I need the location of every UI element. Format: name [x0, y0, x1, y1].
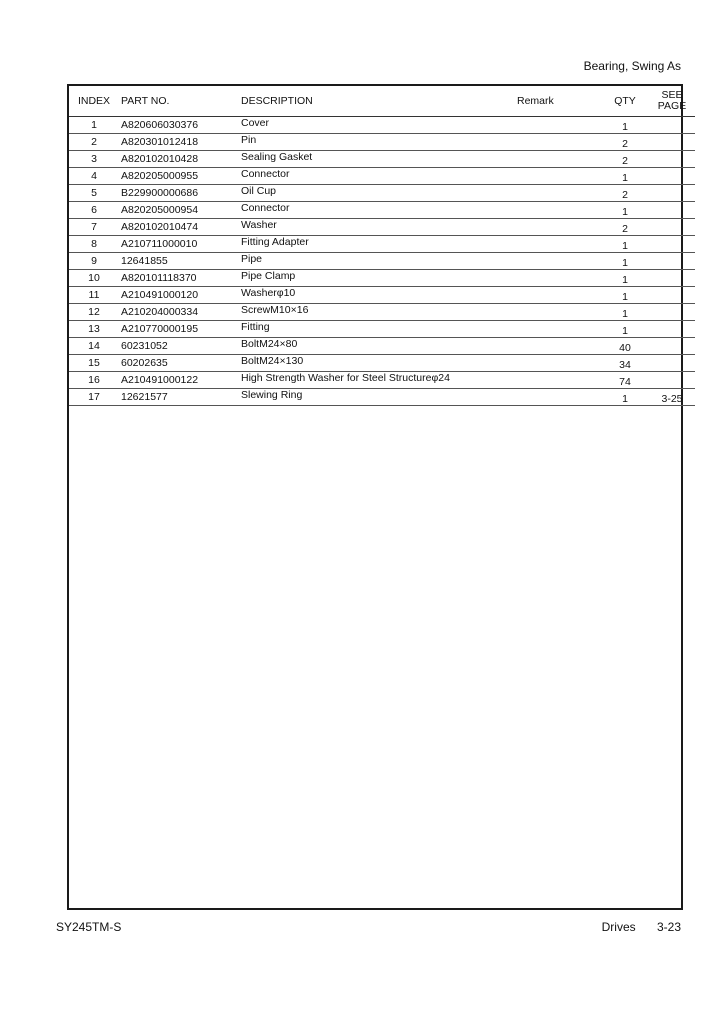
- column-header-index: INDEX: [69, 86, 119, 117]
- cell-index: [69, 236, 119, 253]
- cell-remark: [511, 355, 601, 372]
- cell-qty-text: 1: [622, 393, 628, 405]
- cell-index: [69, 321, 119, 338]
- cell-index: [69, 202, 119, 219]
- table-row: [69, 219, 695, 236]
- cell-index-text: 7: [91, 221, 97, 233]
- cell-index: [69, 338, 119, 355]
- cell-part-no: [119, 202, 235, 219]
- cell-qty-text: 1: [622, 121, 628, 133]
- cell-part-no: [119, 151, 235, 168]
- table-row: [69, 253, 695, 270]
- cell-index: [69, 134, 119, 151]
- table-row: [69, 168, 695, 185]
- cell-part-no-text: B229900000686: [121, 187, 199, 199]
- cell-part-no-text: 12621577: [121, 391, 168, 403]
- cell-index: [69, 151, 119, 168]
- cell-see-page: [649, 185, 695, 202]
- table-row: [69, 321, 695, 338]
- cell-part-no: [119, 287, 235, 304]
- cell-qty: [601, 202, 649, 219]
- table-row: [69, 185, 695, 202]
- cell-index-text: 2: [91, 136, 97, 148]
- cell-description-text: Fitting: [241, 321, 270, 333]
- cell-part-no-text: A210770000195: [121, 323, 199, 335]
- cell-qty-text: 1: [622, 308, 628, 320]
- cell-description-text: BoltM24×80: [241, 338, 298, 350]
- cell-remark: [511, 202, 601, 219]
- cell-qty-text: 2: [622, 138, 628, 150]
- table-row: [69, 287, 695, 304]
- cell-description: [235, 202, 511, 219]
- cell-index-text: 14: [88, 340, 100, 352]
- cell-part-no-text: A210491000122: [121, 374, 199, 386]
- cell-index: [69, 287, 119, 304]
- cell-part-no: [119, 168, 235, 185]
- cell-index-text: 3: [91, 153, 97, 165]
- table-header-row: [69, 86, 695, 117]
- see-page-header-line1: SEE: [661, 89, 683, 101]
- cell-see-page: [649, 202, 695, 219]
- cell-index: [69, 372, 119, 389]
- cell-index-text: 4: [91, 170, 97, 182]
- cell-description-text: BoltM24×130: [241, 355, 304, 367]
- cell-qty: [601, 321, 649, 338]
- cell-index-text: 15: [88, 357, 100, 369]
- cell-part-no-text: A210491000120: [121, 289, 199, 301]
- table-row: [69, 151, 695, 168]
- cell-remark: [511, 287, 601, 304]
- column-header-remark: Remark: [511, 86, 601, 117]
- cell-description-text: Pin: [241, 134, 257, 146]
- cell-part-no-text: A820301012418: [121, 136, 199, 148]
- cell-remark: [511, 304, 601, 321]
- cell-description: [235, 338, 511, 355]
- cell-description: [235, 168, 511, 185]
- cell-qty-text: 40: [619, 342, 631, 354]
- cell-index-text: 9: [91, 255, 97, 267]
- cell-qty: [601, 117, 649, 134]
- cell-see-page: [649, 321, 695, 338]
- cell-see-page: [649, 270, 695, 287]
- cell-see-page-text: 3-25: [661, 393, 683, 405]
- cell-remark: [511, 117, 601, 134]
- parts-table: [69, 86, 695, 406]
- cell-qty: [601, 253, 649, 270]
- column-header-description: DESCRIPTION: [235, 86, 511, 117]
- cell-qty: [601, 270, 649, 287]
- cell-description: [235, 236, 511, 253]
- cell-index-text: 12: [88, 306, 100, 318]
- cell-description: [235, 372, 511, 389]
- cell-see-page: [649, 389, 695, 406]
- table-row: [69, 236, 695, 253]
- cell-part-no-text: A820102010474: [121, 221, 199, 233]
- cell-see-page: [649, 236, 695, 253]
- cell-index: [69, 168, 119, 185]
- cell-index-text: 13: [88, 323, 100, 335]
- cell-description-text: Pipe Clamp: [241, 270, 296, 282]
- cell-description-text: Fitting Adapter: [241, 236, 309, 248]
- cell-description: [235, 185, 511, 202]
- parts-list-frame: [67, 84, 687, 910]
- cell-index: [69, 355, 119, 372]
- cell-part-no: [119, 134, 235, 151]
- cell-remark: [511, 253, 601, 270]
- cell-description: [235, 253, 511, 270]
- see-page-header-line2: PAGE: [657, 100, 687, 112]
- cell-description-text: ScrewM10×16: [241, 304, 309, 316]
- cell-part-no-text: 60231052: [121, 340, 168, 352]
- cell-qty: [601, 287, 649, 304]
- cell-description: [235, 134, 511, 151]
- cell-qty-text: 1: [622, 274, 628, 286]
- cell-qty: [601, 168, 649, 185]
- cell-index-text: 11: [88, 289, 100, 301]
- cell-qty: [601, 372, 649, 389]
- cell-see-page: [649, 168, 695, 185]
- parts-table-body: [69, 117, 695, 406]
- cell-description: [235, 219, 511, 236]
- cell-part-no: [119, 236, 235, 253]
- cell-remark: [511, 372, 601, 389]
- cell-description-text: Connector: [241, 202, 290, 214]
- page-header-title: Bearing, Swing As: [583, 59, 681, 73]
- cell-part-no: [119, 389, 235, 406]
- cell-part-no-text: 60202635: [121, 357, 168, 369]
- cell-description-text: Connector: [241, 168, 290, 180]
- column-header-qty: QTY: [601, 86, 649, 117]
- cell-index-text: 5: [91, 187, 97, 199]
- cell-qty-text: 2: [622, 155, 628, 167]
- cell-index-text: 6: [91, 204, 97, 216]
- cell-description-text: Oil Cup: [241, 185, 277, 197]
- cell-part-no: [119, 372, 235, 389]
- table-row: [69, 389, 695, 406]
- cell-part-no-text: A210711000010: [121, 238, 198, 250]
- cell-qty: [601, 185, 649, 202]
- cell-description: [235, 151, 511, 168]
- cell-description-text: Washerφ10: [241, 287, 296, 299]
- cell-qty: [601, 236, 649, 253]
- cell-index: [69, 117, 119, 134]
- cell-qty: [601, 389, 649, 406]
- cell-index: [69, 185, 119, 202]
- cell-qty: [601, 304, 649, 321]
- cell-see-page: [649, 287, 695, 304]
- cell-see-page: [649, 304, 695, 321]
- cell-description: [235, 117, 511, 134]
- cell-description-text: Washer: [241, 219, 277, 231]
- cell-part-no: [119, 304, 235, 321]
- cell-index-text: 8: [91, 238, 97, 250]
- cell-part-no: [119, 321, 235, 338]
- cell-qty-text: 1: [622, 206, 628, 218]
- table-row: [69, 202, 695, 219]
- table-row: [69, 355, 695, 372]
- column-header-see-page: [649, 86, 695, 117]
- cell-part-no-text: A820101118370: [121, 272, 197, 284]
- cell-qty: [601, 134, 649, 151]
- cell-see-page: [649, 253, 695, 270]
- cell-qty-text: 34: [619, 359, 631, 371]
- table-row: [69, 304, 695, 321]
- cell-remark: [511, 185, 601, 202]
- cell-part-no-text: A820606030376: [121, 119, 199, 131]
- cell-description-text: Sealing Gasket: [241, 151, 313, 163]
- cell-see-page: [649, 372, 695, 389]
- footer-section: Drives: [601, 920, 636, 934]
- cell-index-text: 10: [88, 272, 100, 284]
- cell-description: [235, 389, 511, 406]
- cell-remark: [511, 338, 601, 355]
- cell-part-no-text: A820205000954: [121, 204, 199, 216]
- table-row: [69, 117, 695, 134]
- cell-description-text: Cover: [241, 117, 270, 129]
- cell-qty: [601, 219, 649, 236]
- cell-see-page: [649, 134, 695, 151]
- cell-remark: [511, 151, 601, 168]
- cell-qty-text: 74: [619, 376, 631, 388]
- cell-part-no: [119, 117, 235, 134]
- cell-qty: [601, 338, 649, 355]
- cell-qty: [601, 355, 649, 372]
- cell-description-text: Slewing Ring: [241, 389, 303, 401]
- cell-part-no-text: A820205000955: [121, 170, 199, 182]
- cell-qty-text: 2: [622, 189, 628, 201]
- cell-see-page: [649, 338, 695, 355]
- cell-part-no: [119, 270, 235, 287]
- cell-description: [235, 304, 511, 321]
- cell-index-text: 16: [88, 374, 100, 386]
- column-header-part-no: PART NO.: [119, 86, 235, 117]
- cell-part-no-text: A820102010428: [121, 153, 199, 165]
- cell-see-page: [649, 151, 695, 168]
- cell-part-no: [119, 355, 235, 372]
- cell-part-no-text: A210204000334: [121, 306, 199, 318]
- cell-index: [69, 389, 119, 406]
- cell-index: [69, 219, 119, 236]
- table-row: [69, 338, 695, 355]
- cell-index: [69, 253, 119, 270]
- cell-description: [235, 287, 511, 304]
- cell-remark: [511, 236, 601, 253]
- cell-remark: [511, 270, 601, 287]
- cell-part-no: [119, 185, 235, 202]
- table-row: [69, 134, 695, 151]
- cell-remark: [511, 219, 601, 236]
- cell-qty-text: 1: [622, 257, 628, 269]
- table-row: [69, 270, 695, 287]
- cell-part-no: [119, 338, 235, 355]
- cell-part-no: [119, 253, 235, 270]
- footer-page-number: 3-23: [656, 920, 681, 934]
- cell-see-page: [649, 219, 695, 236]
- cell-description: [235, 270, 511, 287]
- cell-description: [235, 355, 511, 372]
- footer-section-page: [584, 920, 681, 934]
- cell-see-page: [649, 117, 695, 134]
- cell-index-text: 17: [88, 391, 100, 403]
- cell-qty-text: 1: [622, 291, 628, 303]
- cell-see-page: [649, 355, 695, 372]
- cell-part-no: [119, 219, 235, 236]
- cell-description-text: Pipe: [241, 253, 263, 265]
- cell-qty-text: 1: [622, 172, 628, 184]
- cell-remark: [511, 389, 601, 406]
- cell-qty-text: 1: [622, 240, 628, 252]
- cell-index: [69, 304, 119, 321]
- footer-model: SY245TM-S: [56, 920, 122, 934]
- cell-description-text: High Strength Washer for Steel Structureφ24: [241, 372, 450, 384]
- cell-index: [69, 270, 119, 287]
- cell-part-no-text: 12641855: [121, 255, 168, 267]
- cell-qty-text: 2: [622, 223, 628, 235]
- cell-qty-text: 1: [622, 325, 628, 337]
- cell-description: [235, 321, 511, 338]
- table-row: [69, 372, 695, 389]
- cell-index-text: 1: [91, 119, 97, 131]
- cell-remark: [511, 134, 601, 151]
- cell-remark: [511, 321, 601, 338]
- cell-remark: [511, 168, 601, 185]
- cell-qty: [601, 151, 649, 168]
